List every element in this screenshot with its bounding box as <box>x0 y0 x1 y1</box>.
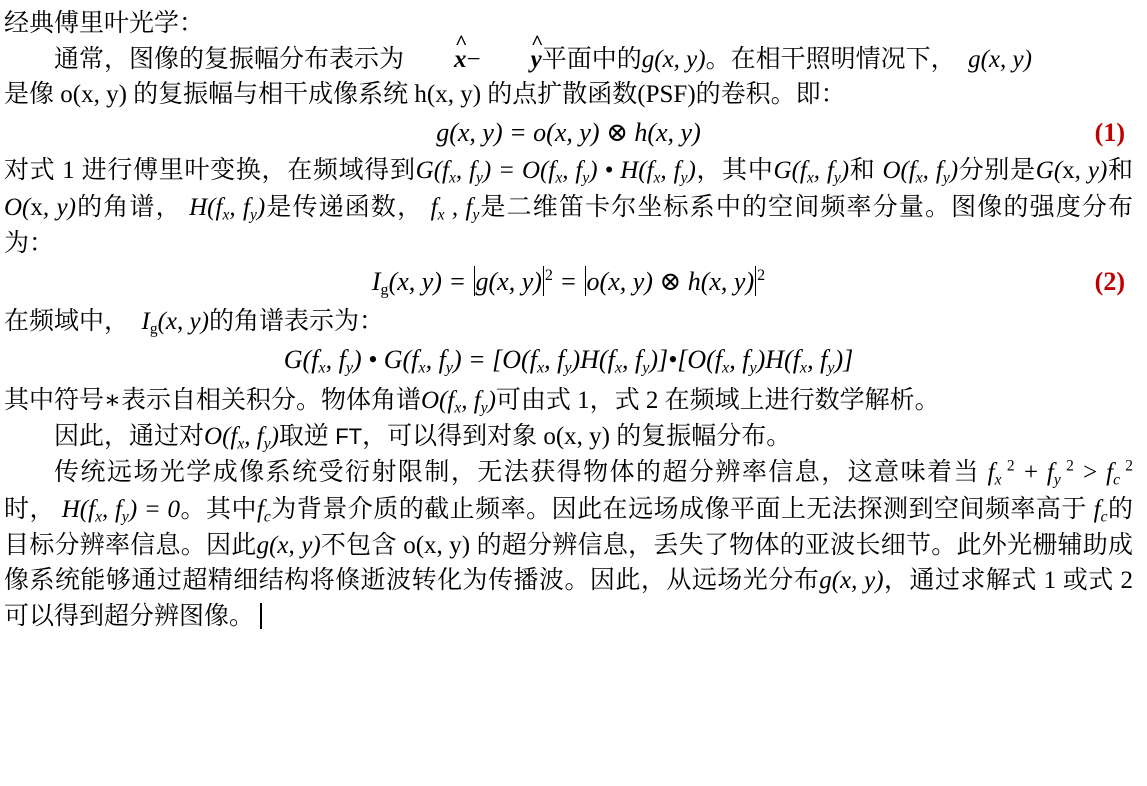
ft-abbreviation: FT <box>335 424 363 449</box>
paragraph-5-text-c: ，可以得到对象 o(x, y) 的复振幅分布。 <box>362 423 792 450</box>
inline-G-xy: G(x, y) <box>1035 157 1108 185</box>
paragraph-5-text-a: 因此，通过对 <box>54 423 205 450</box>
inline-O-xy: O(x, y) <box>4 193 76 221</box>
paragraph-6-text-h: ，通过求解式 1 或式 2 可以得到超分辨图像。 <box>4 567 1133 630</box>
g-symbol-2: g <box>968 45 981 73</box>
paragraph-6 <box>4 455 1133 634</box>
g-args-2: (x, y) <box>980 45 1032 73</box>
inline-O-f-3: $O(f_x$, $f_y$) <box>204 423 279 453</box>
paragraph-2-text-f: 的角谱， <box>75 193 182 221</box>
inline-G-f: $G(f_x$, $f_y$) <box>773 157 850 187</box>
equation-2-line <box>4 264 1133 302</box>
inline-eq-G-equals: $G(f_x$, $f_y) = O(f_x$, $f_y$) • $H(f_x$, $f_y$) <box>415 157 696 187</box>
section-heading <box>4 6 1133 42</box>
x-hat-symbol: ^ x <box>404 42 467 78</box>
equation-1: g(x, y) = o(x, y) ⊗ h(x, y) <box>436 117 701 147</box>
paragraph-1 <box>4 42 1133 113</box>
equation-1-line <box>4 115 1133 152</box>
minus-symbol: − <box>466 45 481 73</box>
paragraph-2-text-g: 是传递函数， <box>265 193 424 221</box>
paragraph-3-text-a: 在频域中， <box>4 307 130 335</box>
paragraph-6-text-f: 不包含 o(x, y) 的超分辨信息，丢失了物体的亚波长细节。此外光栅辅助成像系统能够通过超精细结构将倏逝波转化为传播波。因此，从远场光分布 <box>4 531 1133 595</box>
paragraph-3-text-b: 的角谱表示为： <box>208 307 384 335</box>
section-heading-text: 经典傅里叶光学： <box>4 10 205 37</box>
paragraph-4-text-a: 其中符号∗表示自相关积分。物体角谱 <box>4 386 421 414</box>
paragraph-5-text-b: 取逆 <box>278 423 329 450</box>
g-args: (x, y) <box>654 45 706 73</box>
paragraph-1-text-a: 通常，图像的复振幅分布表示为 <box>54 45 405 73</box>
paragraph-6-text-a: 传统远场光学成像系统受衍射限制，无法获得物体的超分辨率信息，这意味着当 <box>54 459 980 487</box>
g-symbol: g <box>641 45 655 73</box>
paragraph-2 <box>4 153 1133 261</box>
g-function-inline-2 <box>968 46 1032 73</box>
text-cursor <box>260 603 262 629</box>
paragraph-4 <box>4 383 1133 419</box>
inline-g-xy: g(x, y) <box>256 531 321 559</box>
equation-3-line <box>4 342 1133 380</box>
inline-H-f: $H(f_x$, $f_y$) <box>189 193 266 224</box>
inline-fc: $f_c$ <box>256 495 271 525</box>
paragraph-1-text-d: 是像 o(x, y) 的复振幅与相干成像系统 h(x, y) 的点扩散函数(PSF)的卷积。即： <box>4 81 846 108</box>
paragraph-1-text-b: 平面中的 <box>541 45 642 73</box>
paragraph-3 <box>4 304 1133 340</box>
inline-inequality: $f_x$ $^2 + f_y$ $^2 > f_c$ $^2$ <box>987 457 1134 489</box>
g-function-inline <box>642 46 706 73</box>
equation-1-number: (1) <box>1094 117 1125 147</box>
paragraph-2-text-b: ，其中 <box>695 157 774 185</box>
paragraph-6-text-c: 。其中 <box>179 495 257 523</box>
paragraph-6-text-e: 的目标分辨率信息。因此 <box>4 495 1133 559</box>
equation-2-number: (2) <box>1094 266 1125 296</box>
inline-O-f-2: $O(f_x$, $f_y$) <box>421 386 496 416</box>
inline-fx-fy: $f_x$ , $f_y$ <box>430 193 480 224</box>
y-hat-symbol: ^ y <box>481 42 542 78</box>
inline-Ig: $I_g(x$, y) <box>141 307 209 338</box>
paragraph-2-text-h: 是二维笛卡尔坐标系中的空间频率分量。图像的强度分布为： <box>4 193 1134 258</box>
inline-H-zero: $H(f_x$, $f_y) = 0$ <box>61 495 180 525</box>
paragraph-6-text-b: 时， <box>4 495 55 523</box>
paragraph-6-text-d: 为背景介质的截止频率。因此在远场成像平面上无法探测到空间频率高于 <box>270 495 1087 523</box>
paragraph-5 <box>4 419 1133 455</box>
paragraph-2-text-e: 和 <box>1107 157 1133 185</box>
paragraph-1-text-c: 。在相干照明情况下， <box>705 45 956 73</box>
paragraph-2-text-d: 分别是 <box>958 157 1036 185</box>
paragraph-4-text-b: 可由式 1，式 2 在频域上进行数学解析。 <box>495 386 940 414</box>
inline-O-f: $O(f_x$, $f_y$) <box>882 157 959 187</box>
inline-fc-2: $f_c$ <box>1093 495 1108 525</box>
inline-g-xy-2: g(x, y) <box>819 567 884 595</box>
paragraph-2-text-c: 和 <box>849 157 876 185</box>
equation-2: $I_g(x$, y) = g(x, y) $^2$ = o(x, y) ⊗ h(x, y) $^2$ <box>371 266 766 299</box>
equation-3: $G(f_x$, $f_y$) • $G(f_x$, $f_y) = [O(f_x$, $f_y)H(f_x$, $f_y)]•[O(f_x$, $f_y)H(f_x$, $f_y$)] <box>283 345 854 377</box>
paragraph-2-text-a: 对式 1 进行傅里叶变换，在频域得到 <box>4 157 416 185</box>
